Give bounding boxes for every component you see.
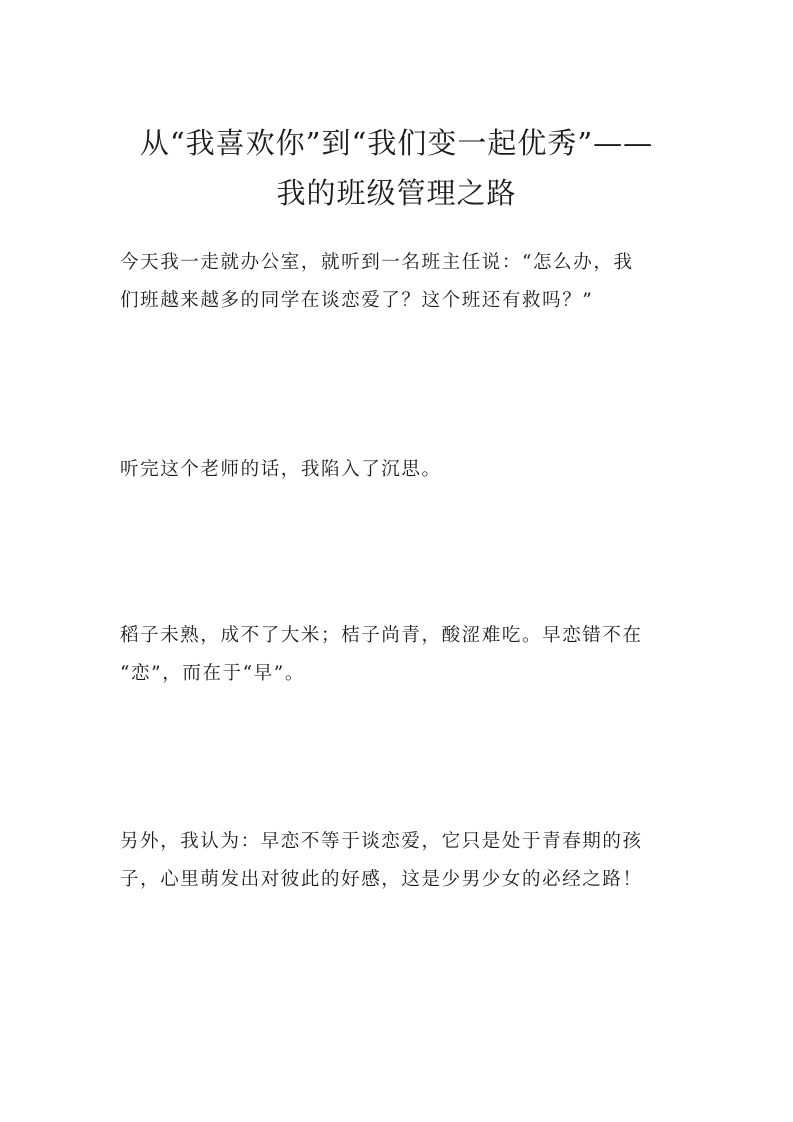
paragraph-line: 今天我一走就办公室，就听到一名班主任说：“怎么办，我 bbox=[120, 252, 634, 273]
paragraph-line: “恋”，而在于“早”。 bbox=[120, 663, 305, 684]
paragraph-4 bbox=[120, 823, 676, 899]
paragraph-line: 听完这个老师的话，我陷入了沉思。 bbox=[120, 459, 442, 480]
document-title-line-2: 我的班级管理之路 bbox=[276, 176, 517, 210]
paragraph-1 bbox=[120, 244, 676, 320]
document-title-line-1: 从“我喜欢你”到“我们变一起优秀”—— bbox=[139, 126, 654, 160]
paragraph-line: 另外，我认为：早恋不等于谈恋爱，它只是处于青春期的孩 bbox=[120, 831, 643, 852]
paragraph-3 bbox=[120, 617, 676, 693]
paragraph-line: 稻子未熟，成不了大米；桔子尚青，酸涩难吃。早恋错不在 bbox=[120, 625, 643, 646]
paragraph-2 bbox=[120, 451, 676, 489]
paragraph-line: 子，心里萌发出对彼此的好感，这是少男少女的必经之路！ bbox=[120, 869, 643, 890]
paragraph-line: 们班越来越多的同学在谈恋爱了？这个班还有救吗？” bbox=[120, 290, 594, 311]
